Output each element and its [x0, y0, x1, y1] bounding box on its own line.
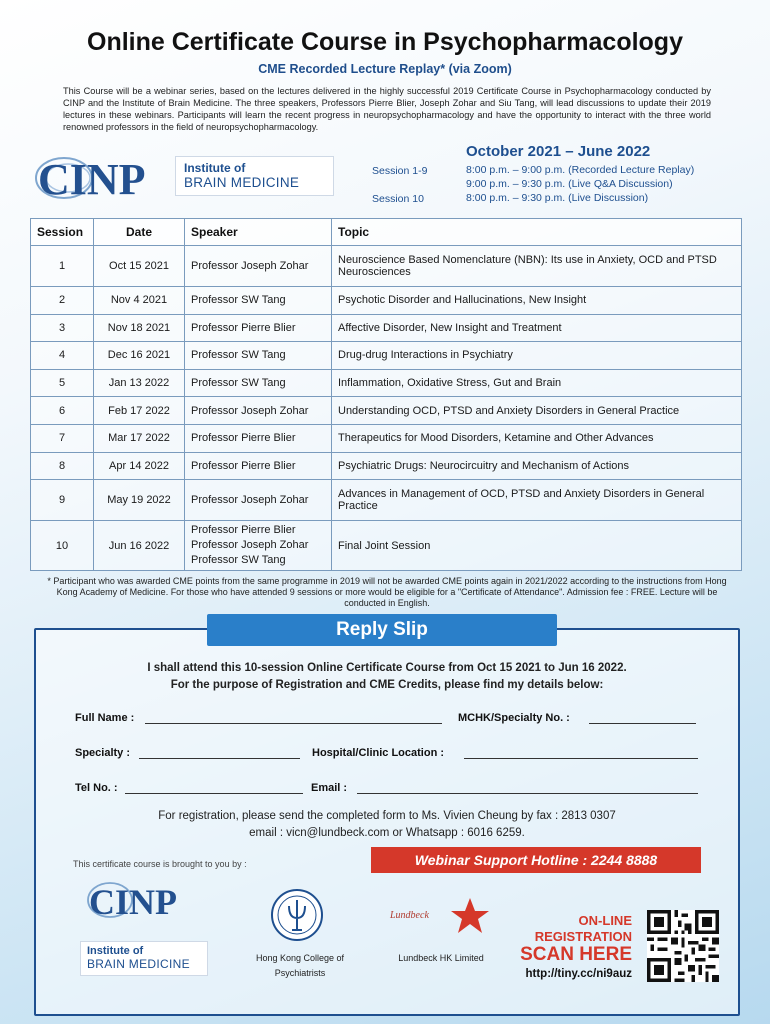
session-10-label: Session 10 [372, 193, 424, 205]
email-field[interactable] [357, 782, 698, 794]
schedule-table [30, 218, 742, 571]
cell-speaker: Professor Pierre Blier [185, 452, 332, 480]
email-label: Email : [311, 782, 348, 794]
footnote: * Participant who was awarded CME points from the same programme in 2019 will not be awarded CME points again in 2021/2022 according to the instructions from Hong Kong Academy of Medicine. For those who have attended 9 sessions or more would be eligible for a "Certificate of Attendance". Admission fee : FREE. Lecture will be conducted in English. [47, 576, 727, 608]
header-session: Session [31, 219, 94, 246]
cell-speaker: Professor SW Tang [185, 287, 332, 315]
online-line-1: ON-LINE [578, 913, 632, 928]
cell-topic: Drug-drug Interactions in Psychiatry [332, 342, 742, 370]
tel-field[interactable] [125, 782, 303, 794]
registration-url[interactable]: http://tiny.cc/ni9auz [525, 968, 632, 980]
cinp-logo-text: CINP [38, 155, 146, 204]
table-row [31, 480, 742, 521]
hkcp-line-1: Hong Kong College of [255, 953, 345, 963]
cinp-footer-text: CINP [89, 882, 177, 922]
cell-topic: Neuroscience Based Nomenclature (NBN): Its use in Anxiety, OCD and PTSD Neurosciences [332, 246, 742, 287]
cell-speaker [185, 521, 332, 571]
lundbeck-logo [386, 896, 496, 936]
speaker-line: Professor Pierre Blier [191, 524, 296, 537]
cell-speaker: Professor Joseph Zohar [185, 397, 332, 425]
cell-topic: Understanding OCD, PTSD and Anxiety Disorders in General Practice [332, 397, 742, 425]
intro-paragraph: This Course will be a webinar series, based on the lectures delivered in the highly successful 2019 Certificate Course in Psychopharmacology conducted by CINP and the Institute of Brain Medicine. The three speakers, Professors Pierre Blier, Joseph Zohar and Siu Tang, will lead discussions to update their 2019 lectures in these webinars. Participants will learn the recent progress in neuropsychopharmacology and have the opportunity to interact with the three world renowned professors in the field of neuropsychopharmacology. [63, 86, 711, 132]
scan-here-label: SCAN HERE [520, 944, 632, 965]
cell-topic: Psychiatric Drugs: Neurocircuitry and Mechanism of Actions [332, 452, 742, 480]
registration-line-1: For registration, please send the completed form to Ms. Vivien Cheung by fax : 2813 0307 [158, 810, 616, 822]
header-date: Date [94, 219, 185, 246]
attend-line-1: I shall attend this 10-session Online Certificate Course from Oct 15 2021 to Jun 16 2022. [147, 662, 627, 674]
ibm-logo-line1: Institute of [184, 161, 246, 175]
star-icon [451, 898, 489, 933]
table-row [31, 521, 742, 571]
page-title: Online Certificate Course in Psychopharmacology [87, 28, 683, 56]
session-10-time: 8:00 p.m. – 9:30 p.m. (Live Discussion) [466, 192, 649, 204]
cell-session: 7 [31, 424, 94, 452]
cell-speaker: Professor SW Tang [185, 369, 332, 397]
cell-topic: Psychotic Disorder and Hallucinations, New Insight [332, 287, 742, 315]
ibm-footer-line1: Institute of [87, 945, 144, 957]
page-subtitle: CME Recorded Lecture Replay* (via Zoom) [258, 62, 512, 76]
cell-speaker: Professor Joseph Zohar [185, 246, 332, 287]
mchk-label: MCHK/Specialty No. : [458, 712, 570, 724]
table-row [31, 246, 742, 287]
hkcp-seal-icon [270, 888, 324, 942]
lundbeck-logo-text: Lundbeck [390, 910, 429, 921]
table-row [31, 397, 742, 425]
hkcp-name [240, 951, 360, 981]
cell-topic: Inflammation, Oxidative Stress, Gut and Brain [332, 369, 742, 397]
speaker-line: Professor SW Tang [191, 554, 286, 567]
cell-date: Apr 14 2022 [94, 452, 185, 480]
cell-session: 6 [31, 397, 94, 425]
cell-date: Feb 17 2022 [94, 397, 185, 425]
cell-topic: Advances in Management of OCD, PTSD and Anxiety Disorders in General Practice [332, 480, 742, 521]
cell-speaker: Professor Pierre Blier [185, 314, 332, 342]
registration-line-2: email : vicn@lundbeck.com or Whatsapp : 6016 6259. [249, 827, 525, 839]
support-hotline-banner: Webinar Support Hotline : 2244 8888 [371, 847, 701, 873]
ibm-logo [175, 156, 334, 196]
cinp-logo [34, 152, 162, 204]
online-registration-label [500, 913, 632, 945]
table-row [31, 287, 742, 315]
attend-statement [34, 660, 740, 694]
ibm-logo-footer [80, 941, 208, 976]
attend-line-2: For the purpose of Registration and CME Credits, please find my details below: [170, 679, 604, 691]
ibm-footer-line2: BRAIN MEDICINE [87, 957, 190, 971]
cell-topic: Therapeutics for Mood Disorders, Ketamine and Other Advances [332, 424, 742, 452]
cell-date: Nov 18 2021 [94, 314, 185, 342]
registration-instructions [34, 808, 740, 842]
cell-speaker: Professor Pierre Blier [185, 424, 332, 452]
cell-session: 4 [31, 342, 94, 370]
cell-session: 8 [31, 452, 94, 480]
table-row [31, 369, 742, 397]
cell-date: Dec 16 2021 [94, 342, 185, 370]
table-header-row [31, 219, 742, 246]
cell-session: 1 [31, 246, 94, 287]
cell-speaker: Professor SW Tang [185, 342, 332, 370]
header-speaker: Speaker [185, 219, 332, 246]
session-1-9-time-1: 8:00 p.m. – 9:00 p.m. (Recorded Lecture Replay) [466, 164, 695, 176]
specialty-field[interactable] [139, 747, 300, 759]
table-row [31, 342, 742, 370]
table-row [31, 424, 742, 452]
cell-date: Mar 17 2022 [94, 424, 185, 452]
specialty-label: Specialty : [75, 747, 131, 759]
cell-date: May 19 2022 [94, 480, 185, 521]
hkcp-line-2: Psychiatrists [274, 968, 326, 978]
online-line-2: REGISTRATION [534, 929, 632, 944]
speaker-line: Professor Joseph Zohar [191, 539, 309, 552]
cell-speaker: Professor Joseph Zohar [185, 480, 332, 521]
cell-topic: Final Joint Session [332, 521, 742, 571]
cell-date: Jan 13 2022 [94, 369, 185, 397]
cell-session: 2 [31, 287, 94, 315]
lundbeck-name: Lundbeck HK Limited [398, 953, 484, 963]
qr-code-icon[interactable] [647, 910, 719, 982]
brought-by-text: This certificate course is brought to you by : [73, 859, 247, 869]
mchk-field[interactable] [589, 712, 696, 724]
reply-slip-title: Reply Slip [207, 614, 557, 646]
cell-topic: Affective Disorder, New Insight and Treatment [332, 314, 742, 342]
cell-date: Jun 16 2022 [94, 521, 185, 571]
cinp-logo-footer [86, 878, 186, 923]
header-topic: Topic [332, 219, 742, 246]
full-name-label: Full Name : [75, 712, 135, 724]
session-1-9-label: Session 1-9 [372, 165, 428, 177]
cell-session: 3 [31, 314, 94, 342]
cell-session: 10 [31, 521, 94, 571]
ibm-logo-line2: BRAIN MEDICINE [184, 175, 300, 190]
cell-session: 9 [31, 480, 94, 521]
cell-date: Oct 15 2021 [94, 246, 185, 287]
full-name-field[interactable] [145, 712, 442, 724]
table-row [31, 452, 742, 480]
hospital-label: Hospital/Clinic Location : [312, 747, 445, 759]
cell-date: Nov 4 2021 [94, 287, 185, 315]
table-row [31, 314, 742, 342]
hospital-field[interactable] [464, 747, 698, 759]
schedule-period: October 2021 – June 2022 [466, 143, 651, 160]
session-1-9-time-2: 9:00 p.m. – 9:30 p.m. (Live Q&A Discussion) [466, 178, 673, 190]
tel-label: Tel No. : [75, 782, 118, 794]
cell-session: 5 [31, 369, 94, 397]
